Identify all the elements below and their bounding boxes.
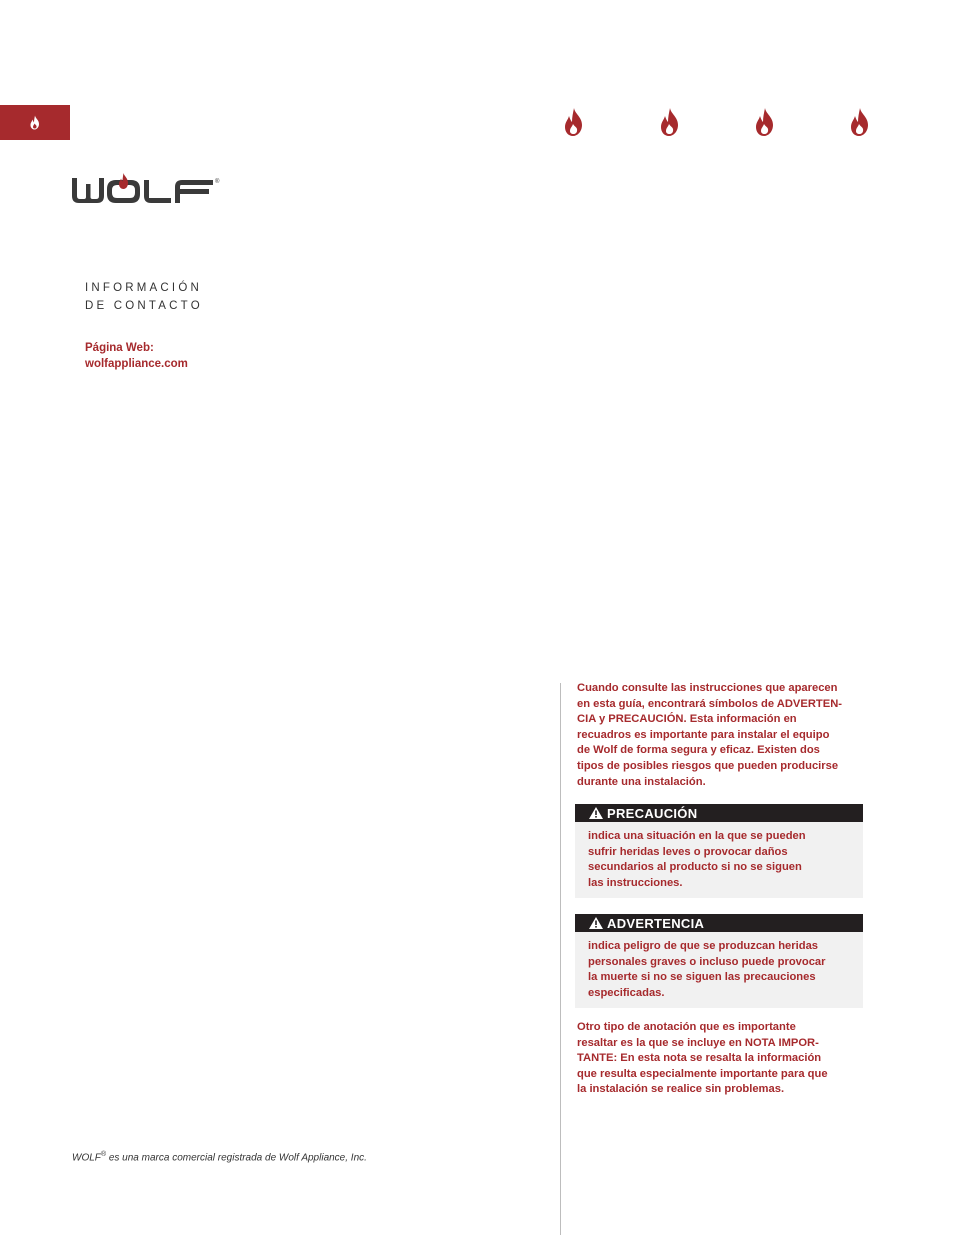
text-line: durante una instalación. [577,775,706,788]
text-line: en esta guía, encontrará símbolos de ADVERTEN- [577,697,843,710]
text-line: TANTE: En esta nota se resalta la información [577,1052,822,1065]
text-line: CIA y PRECAUCIÓN. Esta información en [577,713,797,726]
warning-triangle-icon [589,917,603,929]
flame-icon [658,108,682,136]
trademark-text: es una marca comercial registrada de Wolf Appliance, Inc. [106,1152,367,1164]
intro-paragraph [577,681,877,790]
caution-title: PRECAUCIÓN [607,805,698,821]
warning-header [575,914,863,932]
column-divider [560,683,561,1235]
header-flames [0,108,954,138]
text-line: Otro tipo de anotación que es importante [577,1021,796,1033]
contact-heading [85,279,203,315]
text-line: recuadros es importante para instalar el equipo [577,728,830,741]
text-line: indica peligro de que se produzcan heridas [588,940,819,952]
logo-registered-mark: ® [215,179,220,185]
trademark-note [72,1151,367,1163]
important-note-paragraph [577,1020,877,1098]
text-line: personales graves o incluso puede provocar [588,955,826,968]
text-line: de Wolf de forma segura y eficaz. Existen dos [577,744,820,757]
contact-heading-line: INFORMACIÓN [85,282,202,294]
text-line: que resulta especialmente importante para que [577,1067,828,1080]
flame-icon [753,108,777,136]
text-line: especificadas. [588,986,665,999]
wolf-logo [71,172,226,206]
warning-box [575,914,863,1008]
flame-icon [562,108,586,136]
warning-title: ADVERTENCIA [607,915,705,931]
text-line: sufrir heridas leves o provocar daños [588,845,788,858]
text-line: la instalación se realice sin problemas. [577,1083,785,1096]
caution-header [575,804,863,822]
text-line: tipos de posibles riesgos que pueden producirse [577,759,839,772]
caution-box [575,804,863,898]
text-line: las instrucciones. [588,876,683,889]
text-line: secundarios al producto si no se siguen [588,861,802,874]
warning-triangle-icon [589,807,603,819]
warning-body [575,932,863,1001]
contact-heading-line: DE CONTACTO [85,300,203,312]
caution-body [575,822,863,891]
website-label: Página Web: [85,342,154,354]
trademark-brand: WOLF [72,1152,101,1164]
text-line: indica una situación en la que se pueden [588,830,806,842]
website-link[interactable]: wolfappliance.com [85,358,188,370]
text-line: Cuando consulte las instrucciones que aparecen [577,682,838,694]
text-line: la muerte si no se siguen las precauciones [588,971,816,984]
registered-mark: ® [100,1151,107,1158]
flame-icon [848,108,872,136]
text-line: resaltar es la que se incluye en NOTA IMPOR- [577,1036,819,1049]
